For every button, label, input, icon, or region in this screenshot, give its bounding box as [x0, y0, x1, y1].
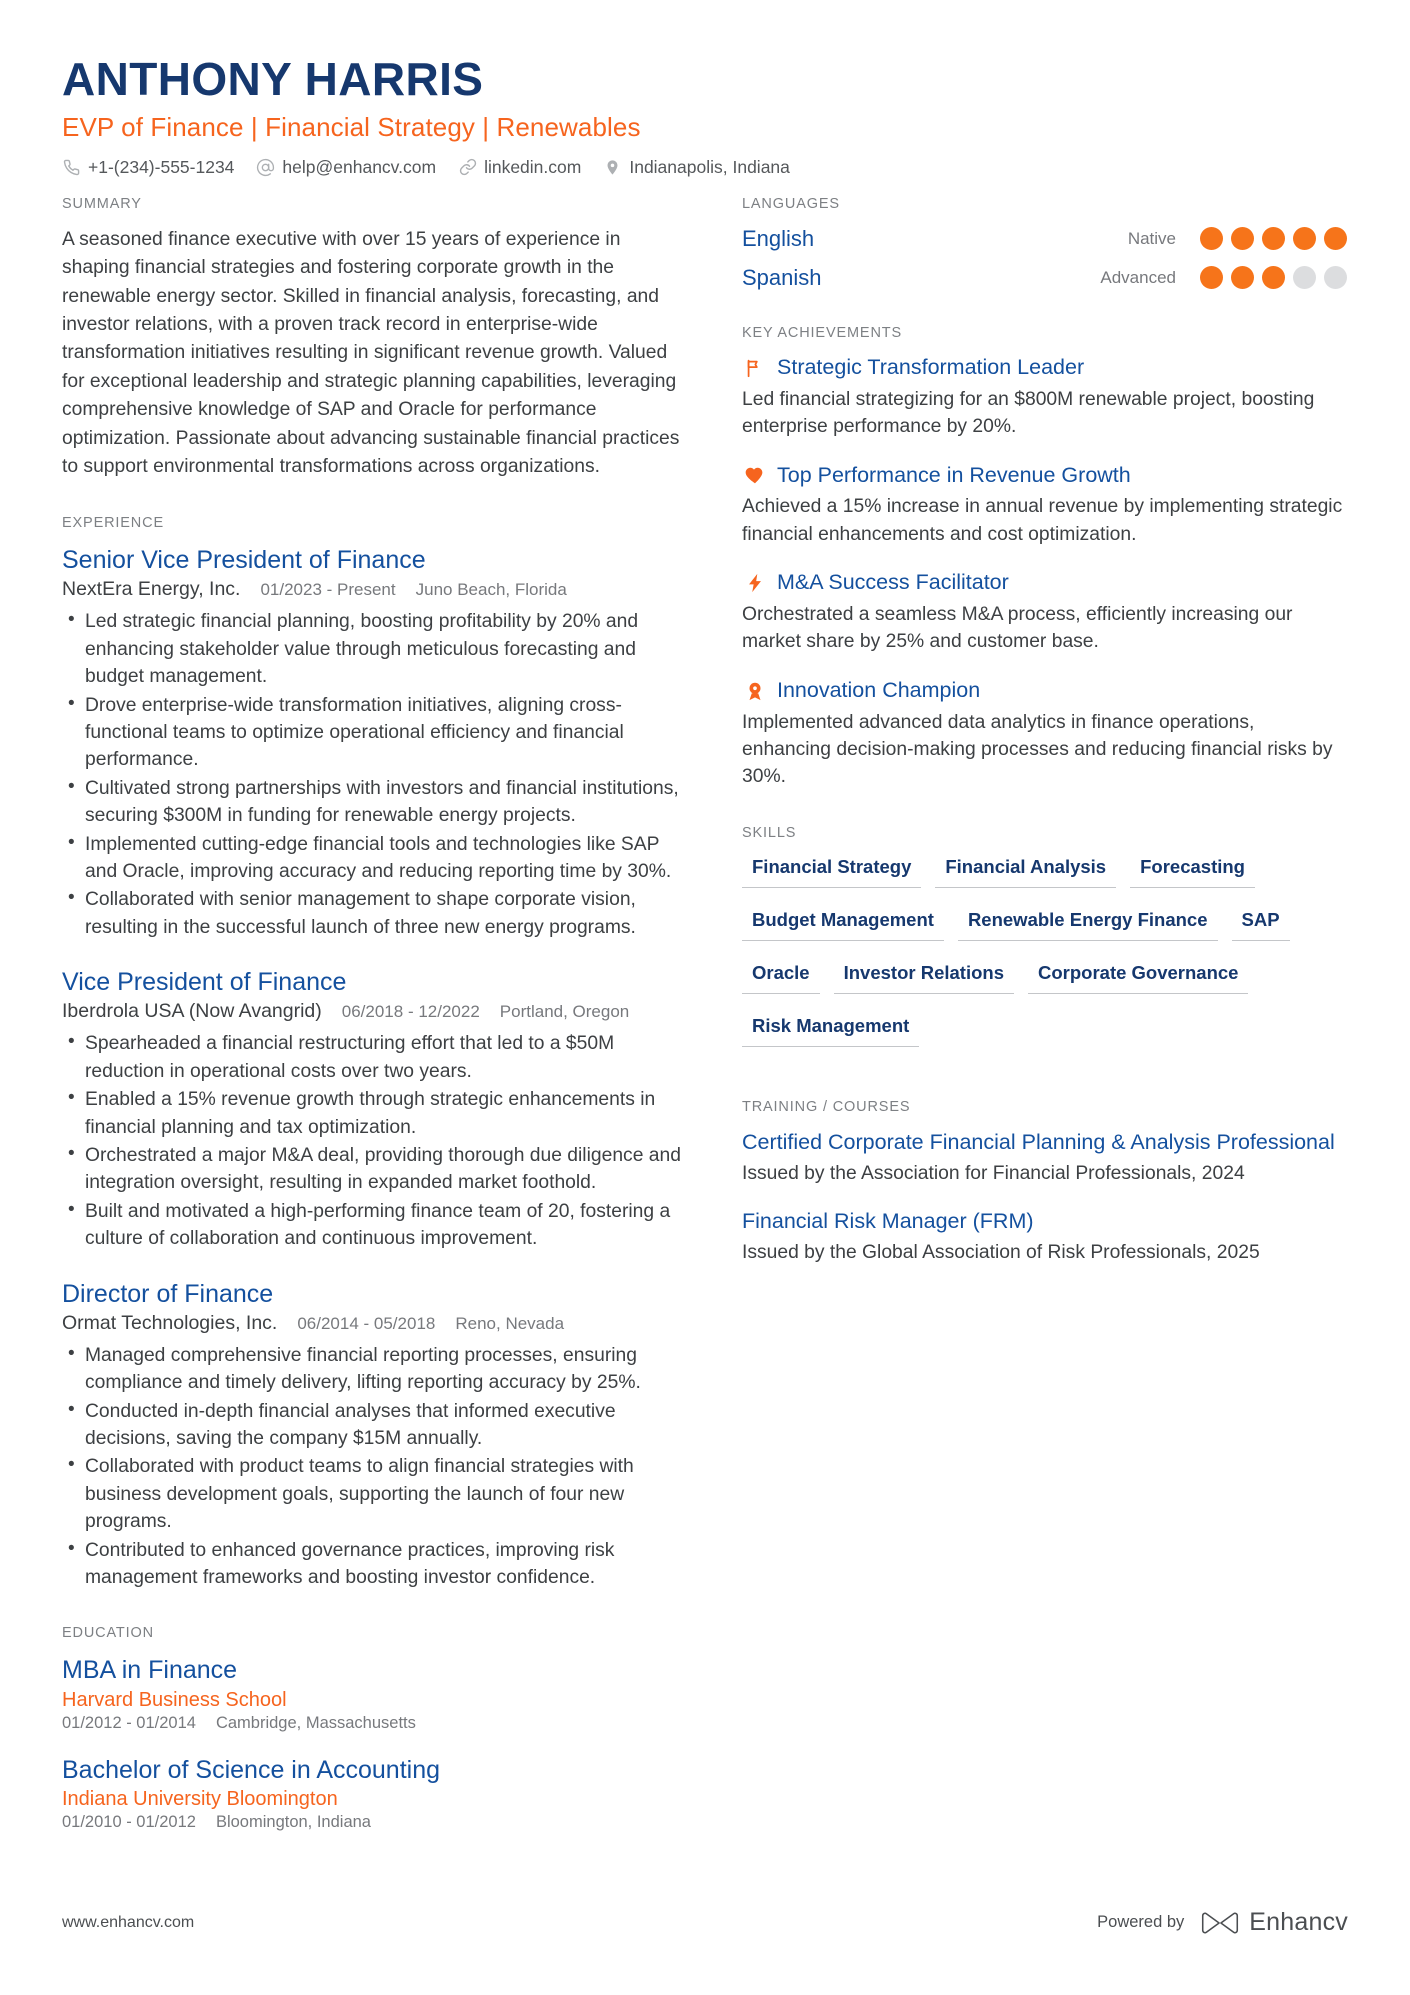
contact-location — [603, 157, 790, 178]
brand-name: Enhancv — [1249, 1908, 1348, 1936]
job-bullet: • Orchestrated a major M&A deal, providing thorough due diligence and integration oversight, resulting in expanded market foothold. — [62, 1142, 687, 1197]
summary-text: A seasoned finance executive with over 15 years of experience in shaping financial strategies and fostering corporate growth in the renewable energy sector. Skilled in financial analysis, forecasting, and investor relations, with a proven track record in enterprise-wide transformation initiatives resulting in significant revenue growth. Valued for exceptional leadership and strategic planning capabilities, leveraging comprehensive knowledge of SAP and Oracle for performance optimization. Passionate about advancing sustainable financial practices to support environmental transformations across organizations. — [62, 228, 680, 477]
contact-email[interactable] — [256, 157, 436, 178]
achievement-description: Orchestrated a seamless M&A process, efficiently increasing our market share by 25% and customer base. — [742, 603, 1293, 653]
education-school: Indiana University Bloomington — [62, 1787, 338, 1810]
experience-entry — [62, 967, 687, 1252]
key-achievements-section — [742, 325, 1347, 791]
skill-tag: Forecasting — [1130, 853, 1255, 888]
job-title: Vice President of Finance — [62, 968, 347, 997]
proficiency-dot — [1231, 266, 1254, 289]
job-location: Juno Beach, Florida — [415, 580, 567, 600]
education-location: Cambridge, Massachusetts — [215, 1713, 416, 1732]
skills-list — [742, 853, 1347, 1065]
achievement-title: Innovation Champion — [777, 677, 981, 702]
contact-row — [62, 157, 1348, 178]
left-column — [62, 196, 687, 1866]
job-bullets — [62, 1030, 687, 1252]
education-degree: MBA in Finance — [62, 1656, 238, 1685]
training-section — [742, 1099, 1347, 1267]
training-section-title: TRAINING / COURSES — [742, 1098, 911, 1115]
job-meta — [62, 578, 687, 601]
achievement-head — [742, 463, 1347, 489]
proficiency-dot — [1262, 227, 1285, 250]
education-location: Bloomington, Indiana — [215, 1812, 371, 1831]
enhancv-logo-icon — [1200, 1910, 1240, 1936]
heart-icon — [742, 463, 767, 488]
job-dates: 06/2014 - 05/2018 — [297, 1313, 436, 1333]
skills-section-title: SKILLS — [742, 824, 797, 841]
professional-headline: EVP of Finance | Financial Strategy | Renewables — [62, 112, 641, 143]
resume-header — [62, 52, 1348, 178]
proficiency-dot — [1200, 266, 1223, 289]
contact-phone[interactable] — [62, 157, 234, 178]
job-bullet: • Spearheaded a financial restructuring effort that led to a $50M reduction in operational costs over two years. — [62, 1030, 687, 1085]
language-proficiency-dots — [1192, 266, 1347, 289]
training-issuer: Issued by the Association for Financial Professionals, 2024 — [742, 1163, 1245, 1185]
link-icon — [458, 158, 477, 177]
job-location: Portland, Oregon — [499, 1002, 630, 1022]
achievement-head — [742, 355, 1347, 381]
languages-section — [742, 196, 1347, 291]
achievement-description: Achieved a 15% increase in annual revenue by implementing strategic financial enhancements and cost optimization. — [742, 496, 1343, 545]
language-level: Advanced — [1100, 267, 1176, 287]
achievement-title: M&A Success Facilitator — [777, 570, 1009, 595]
contact-location-value: Indianapolis, Indiana — [629, 156, 790, 177]
proficiency-dot — [1200, 227, 1223, 250]
achievement-head — [742, 678, 1347, 704]
job-bullet: • Drove enterprise-wide transformation initiatives, aligning cross-functional teams to optimize operational efficiency and financial performance. — [62, 692, 687, 774]
language-name: Spanish — [742, 264, 822, 290]
skill-tag: Investor Relations — [834, 959, 1014, 994]
proficiency-dot — [1293, 227, 1316, 250]
skill-tag: Corporate Governance — [1028, 959, 1248, 994]
job-company: Iberdrola USA (Now Avangrid) — [62, 1000, 322, 1023]
proficiency-dot — [1231, 227, 1254, 250]
training-issuer: Issued by the Global Association of Risk Professionals, 2025 — [742, 1242, 1260, 1264]
key-achievements-section-title: KEY ACHIEVEMENTS — [742, 324, 902, 341]
proficiency-dot — [1324, 227, 1347, 250]
languages-section-title: LANGUAGES — [742, 195, 840, 212]
proficiency-dot — [1293, 266, 1316, 289]
job-dates: 01/2023 - Present — [260, 580, 396, 600]
education-meta — [62, 1714, 687, 1733]
achievement-entry — [742, 678, 1347, 791]
language-row — [742, 265, 1347, 291]
job-bullet: • Managed comprehensive financial reporting processes, ensuring compliance and timely delivery, lifting reporting accuracy by 25%. — [62, 1342, 687, 1397]
education-school: Harvard Business School — [62, 1688, 287, 1711]
job-bullet: • Contributed to enhanced governance practices, improving risk management frameworks and boosting investor confidence. — [62, 1537, 687, 1592]
job-title: Director of Finance — [62, 1279, 274, 1308]
resume-body — [62, 196, 1348, 1866]
achievement-entry — [742, 463, 1347, 549]
training-name: Certified Corporate Financial Planning & Analysis Professional — [742, 1129, 1335, 1154]
skill-tag: Renewable Energy Finance — [958, 906, 1218, 941]
achievement-title: Strategic Transformation Leader — [777, 354, 1085, 379]
achievement-entry — [742, 355, 1347, 441]
job-dates: 06/2018 - 12/2022 — [341, 1002, 480, 1022]
experience-section — [62, 515, 687, 1591]
contact-link[interactable] — [458, 157, 581, 178]
summary-section-title: SUMMARY — [62, 195, 142, 212]
skill-tag: Risk Management — [742, 1012, 919, 1047]
job-bullet: • Built and motivated a high-performing finance team of 20, fostering a culture of collaboration and continuous improvement. — [62, 1198, 687, 1253]
achievement-title: Top Performance in Revenue Growth — [777, 462, 1131, 487]
location-icon — [603, 158, 622, 177]
education-dates: 01/2012 - 01/2014 — [62, 1713, 196, 1732]
education-section-title: EDUCATION — [62, 1625, 154, 1642]
training-entry — [742, 1208, 1347, 1267]
powered-by — [1097, 1908, 1348, 1937]
language-name: English — [742, 225, 815, 251]
language-proficiency-dots — [1192, 227, 1347, 250]
skill-tag: Financial Analysis — [935, 853, 1116, 888]
job-bullet: • Cultivated strong partnerships with investors and financial institutions, securing $300M in funding for renewable energy projects. — [62, 775, 687, 830]
achievement-description: Led financial strategizing for an $800M renewable project, boosting enterprise performance by 20%. — [742, 388, 1315, 438]
proficiency-dot — [1324, 266, 1347, 289]
job-bullets — [62, 608, 687, 941]
phone-icon — [62, 158, 81, 177]
powered-by-label: Powered by — [1097, 1913, 1185, 1931]
skill-tag: Financial Strategy — [742, 853, 921, 888]
skill-tag: Oracle — [742, 959, 820, 994]
job-bullet: • Led strategic financial planning, boosting profitability by 20% and enhancing stakeholder value through meticulous forecasting and budget management. — [62, 608, 687, 690]
achievement-head — [742, 570, 1347, 596]
proficiency-dot — [1262, 266, 1285, 289]
language-level: Native — [1127, 228, 1176, 248]
education-dates: 01/2010 - 01/2012 — [62, 1812, 196, 1831]
job-bullet: • Implemented cutting-edge financial tools and technologies like SAP and Oracle, improving accuracy and reducing reporting time by 30%. — [62, 831, 687, 886]
job-meta — [62, 1312, 687, 1335]
experience-section-title: EXPERIENCE — [62, 515, 164, 532]
job-title: Senior Vice President of Finance — [62, 546, 426, 575]
contact-phone-value: +1-(234)-555-1234 — [88, 156, 235, 177]
experience-entry — [62, 545, 687, 941]
job-company: NextEra Energy, Inc. — [62, 578, 241, 601]
education-meta — [62, 1813, 687, 1832]
right-column — [742, 196, 1347, 1301]
education-entry — [62, 1755, 687, 1832]
skill-tag: Budget Management — [742, 906, 944, 941]
flag-icon — [742, 355, 767, 380]
achievement-description: Implemented advanced data analytics in finance operations, enhancing decision-making processes and reducing financial risks by 30%. — [742, 711, 1333, 788]
contact-link-value: linkedin.com — [484, 156, 582, 177]
skills-section — [742, 825, 1347, 1065]
job-location: Reno, Nevada — [455, 1313, 565, 1333]
education-degree: Bachelor of Science in Accounting — [62, 1755, 441, 1784]
lightning-bolt-icon — [742, 571, 767, 596]
email-icon — [256, 158, 275, 177]
contact-email-value: help@enhancv.com — [282, 156, 437, 177]
education-entry — [62, 1655, 687, 1732]
training-entry — [742, 1129, 1347, 1188]
achievement-entry — [742, 570, 1347, 656]
experience-entry — [62, 1279, 687, 1592]
job-bullet: • Collaborated with senior management to shape corporate vision, resulting in the successful launch of three new energy programs. — [62, 886, 687, 941]
job-bullets — [62, 1342, 687, 1592]
job-bullet: • Conducted in-depth financial analyses that informed executive decisions, saving the company $15M annually. — [62, 1398, 687, 1453]
skill-tag: SAP — [1232, 906, 1290, 941]
page-title: ANTHONY HARRIS — [62, 53, 484, 105]
job-bullet: • Enabled a 15% revenue growth through strategic enhancements in financial planning and tax optimization. — [62, 1086, 687, 1141]
education-section — [62, 1625, 687, 1832]
job-company: Ormat Technologies, Inc. — [62, 1311, 278, 1334]
training-name: Financial Risk Manager (FRM) — [742, 1208, 1034, 1233]
summary-section — [62, 196, 687, 481]
footer-website-url[interactable]: www.enhancv.com — [62, 1913, 195, 1931]
language-row — [742, 226, 1347, 252]
job-bullet: • Collaborated with product teams to align financial strategies with business development goals, supporting the launch of four new programs. — [62, 1453, 687, 1535]
page-footer — [62, 1908, 1348, 1937]
job-meta — [62, 1000, 687, 1023]
award-ribbon-icon — [742, 678, 767, 703]
